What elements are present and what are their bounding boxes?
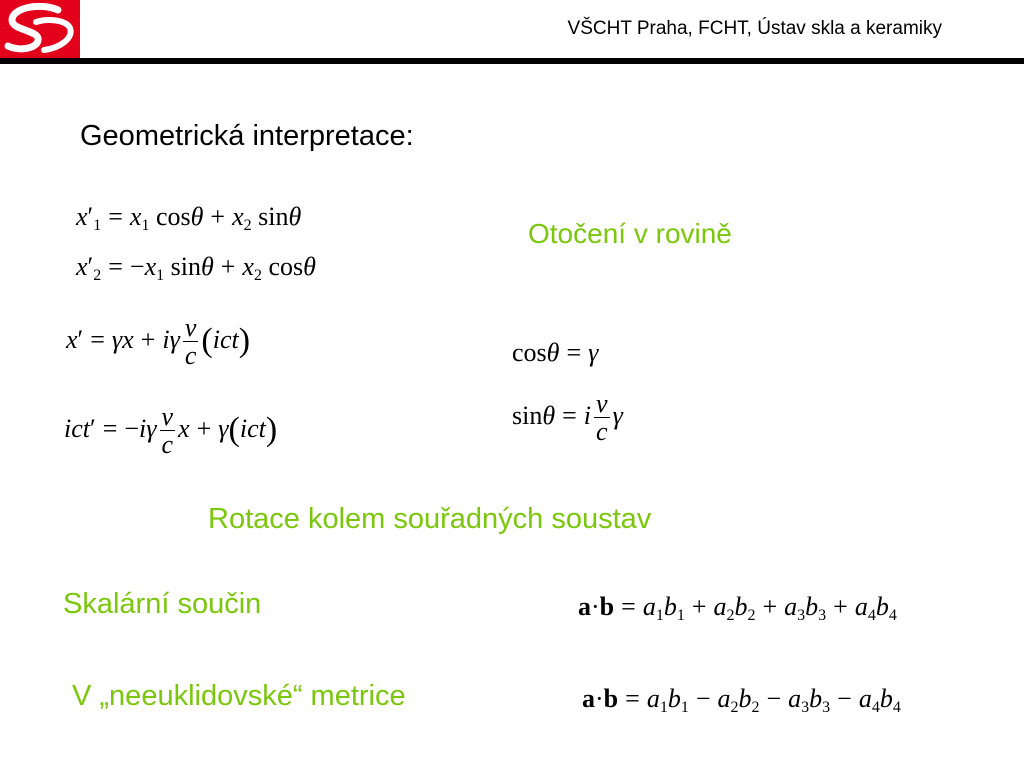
equation-noneuclid-product: $a\cdot b = a_1b_1 - a_2b_2 - a_3b_3 - a_4b_4$ xyxy=(582,684,901,716)
caption-coordinate-rotation: Rotace kolem souřadných soustav xyxy=(208,503,652,535)
equation-lorentz-1: x′ = γx + iγ $\frac{v}{c}$ (ict) xyxy=(66,313,251,371)
equation-rotation-1: $x'_1 = x_1$ $\cos\theta + x_2$ sinθ xyxy=(76,202,302,234)
equation-rotation-2: $x'_2 = -x_1$ $\sin\theta + x_2$ cosθ xyxy=(76,252,316,284)
slide-title: Geometrická interpretace: xyxy=(80,120,414,152)
equation-scalar-product: $a\cdot b = a_1b_1 + a_2b_2 + a_3b_3 + a_4b_4$ xyxy=(578,592,897,624)
equation-sin-relation: sinθ = i $\frac{v}{c}$ γ xyxy=(512,389,623,447)
vscht-logo xyxy=(0,0,80,60)
header-title: VŠCHT Praha, FCHT, Ústav skla a keramiky xyxy=(567,18,942,39)
header-rule xyxy=(0,58,1024,64)
caption-noneuclidean-metric: V „neeuklidovské“ metrice xyxy=(72,680,406,712)
caption-rotation: Otočení v rovině xyxy=(528,218,732,249)
caption-scalar-product: Skalární součin xyxy=(63,588,262,620)
equation-lorentz-2: ict′ = −iγ $\frac{v}{c}$ x + γ(ict) xyxy=(64,402,278,460)
equation-cos-relation: cosθ = γ xyxy=(512,338,599,367)
